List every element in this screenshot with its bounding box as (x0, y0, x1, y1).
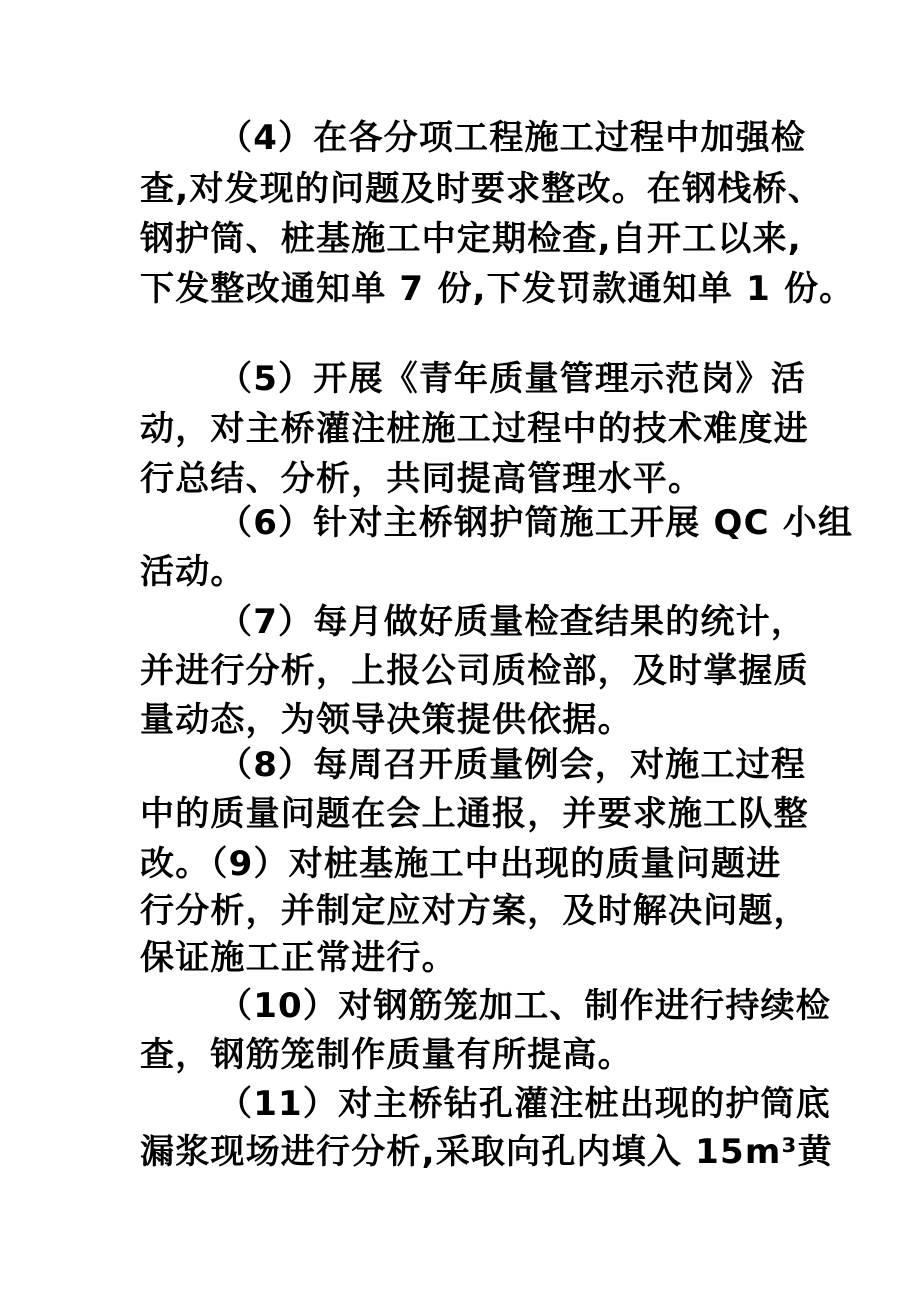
paragraph-4-line-3: 钢护筒、桩基施工中定期检查,自开工以来, (140, 219, 802, 259)
paragraph-6-line-2: 活动。 (140, 552, 246, 592)
paragraph-11-line-1: （11）对主桥钻孔灌注桩出现的护筒底 (218, 1084, 831, 1124)
paragraph-4-line-1: （4）在各分项工程施工过程中加强检 (218, 118, 807, 158)
paragraph-8-line-1: （8）每周召开质量例会，对施工过程 (218, 745, 807, 785)
paragraph-7-line-2: 并进行分析，上报公司质检部，及时掌握质 (140, 651, 809, 691)
paragraph-9-line-3: 保证施工正常进行。 (140, 938, 457, 978)
paragraph-8-line-2: 中的质量问题在会上通报，并要求施工队整 (140, 794, 809, 834)
paragraph-5-line-3: 行总结、分析，共同提高管理水平。 (140, 459, 704, 499)
paragraph-8-9-line-3: 改。（9）对桩基施工中出现的质量问题进 (140, 844, 782, 884)
paragraph-7-line-3: 量动态，为领导决策提供依据。 (140, 700, 633, 740)
paragraph-7-line-1: （7）每月做好质量检查结果的统计， (218, 602, 807, 642)
paragraph-4-line-4: 下发整改通知单 7 份,下发罚款通知单 1 份。 (140, 269, 855, 309)
paragraph-5-line-2: 动，对主桥灌注桩施工过程中的技术难度进 (140, 409, 809, 449)
paragraph-10-line-1: （10）对钢筋笼加工、制作进行持续检 (218, 986, 831, 1026)
paragraph-5-line-1: （5）开展《青年质量管理示范岗》活 (218, 359, 807, 399)
paragraph-6-line-1: （6）针对主桥钢护筒施工开展 QC 小组 (218, 503, 854, 543)
paragraph-10-line-2: 查，钢筋笼制作质量有所提高。 (140, 1035, 633, 1075)
paragraph-4-line-2: 查,对发现的问题及时要求整改。在钢栈桥、 (140, 169, 823, 209)
paragraph-9-line-2: 行分析，并制定应对方案，及时解决问题， (140, 891, 809, 931)
paragraph-11-line-2: 漏浆现场进行分析,采取向孔内填入 15m³黄 (140, 1132, 833, 1172)
